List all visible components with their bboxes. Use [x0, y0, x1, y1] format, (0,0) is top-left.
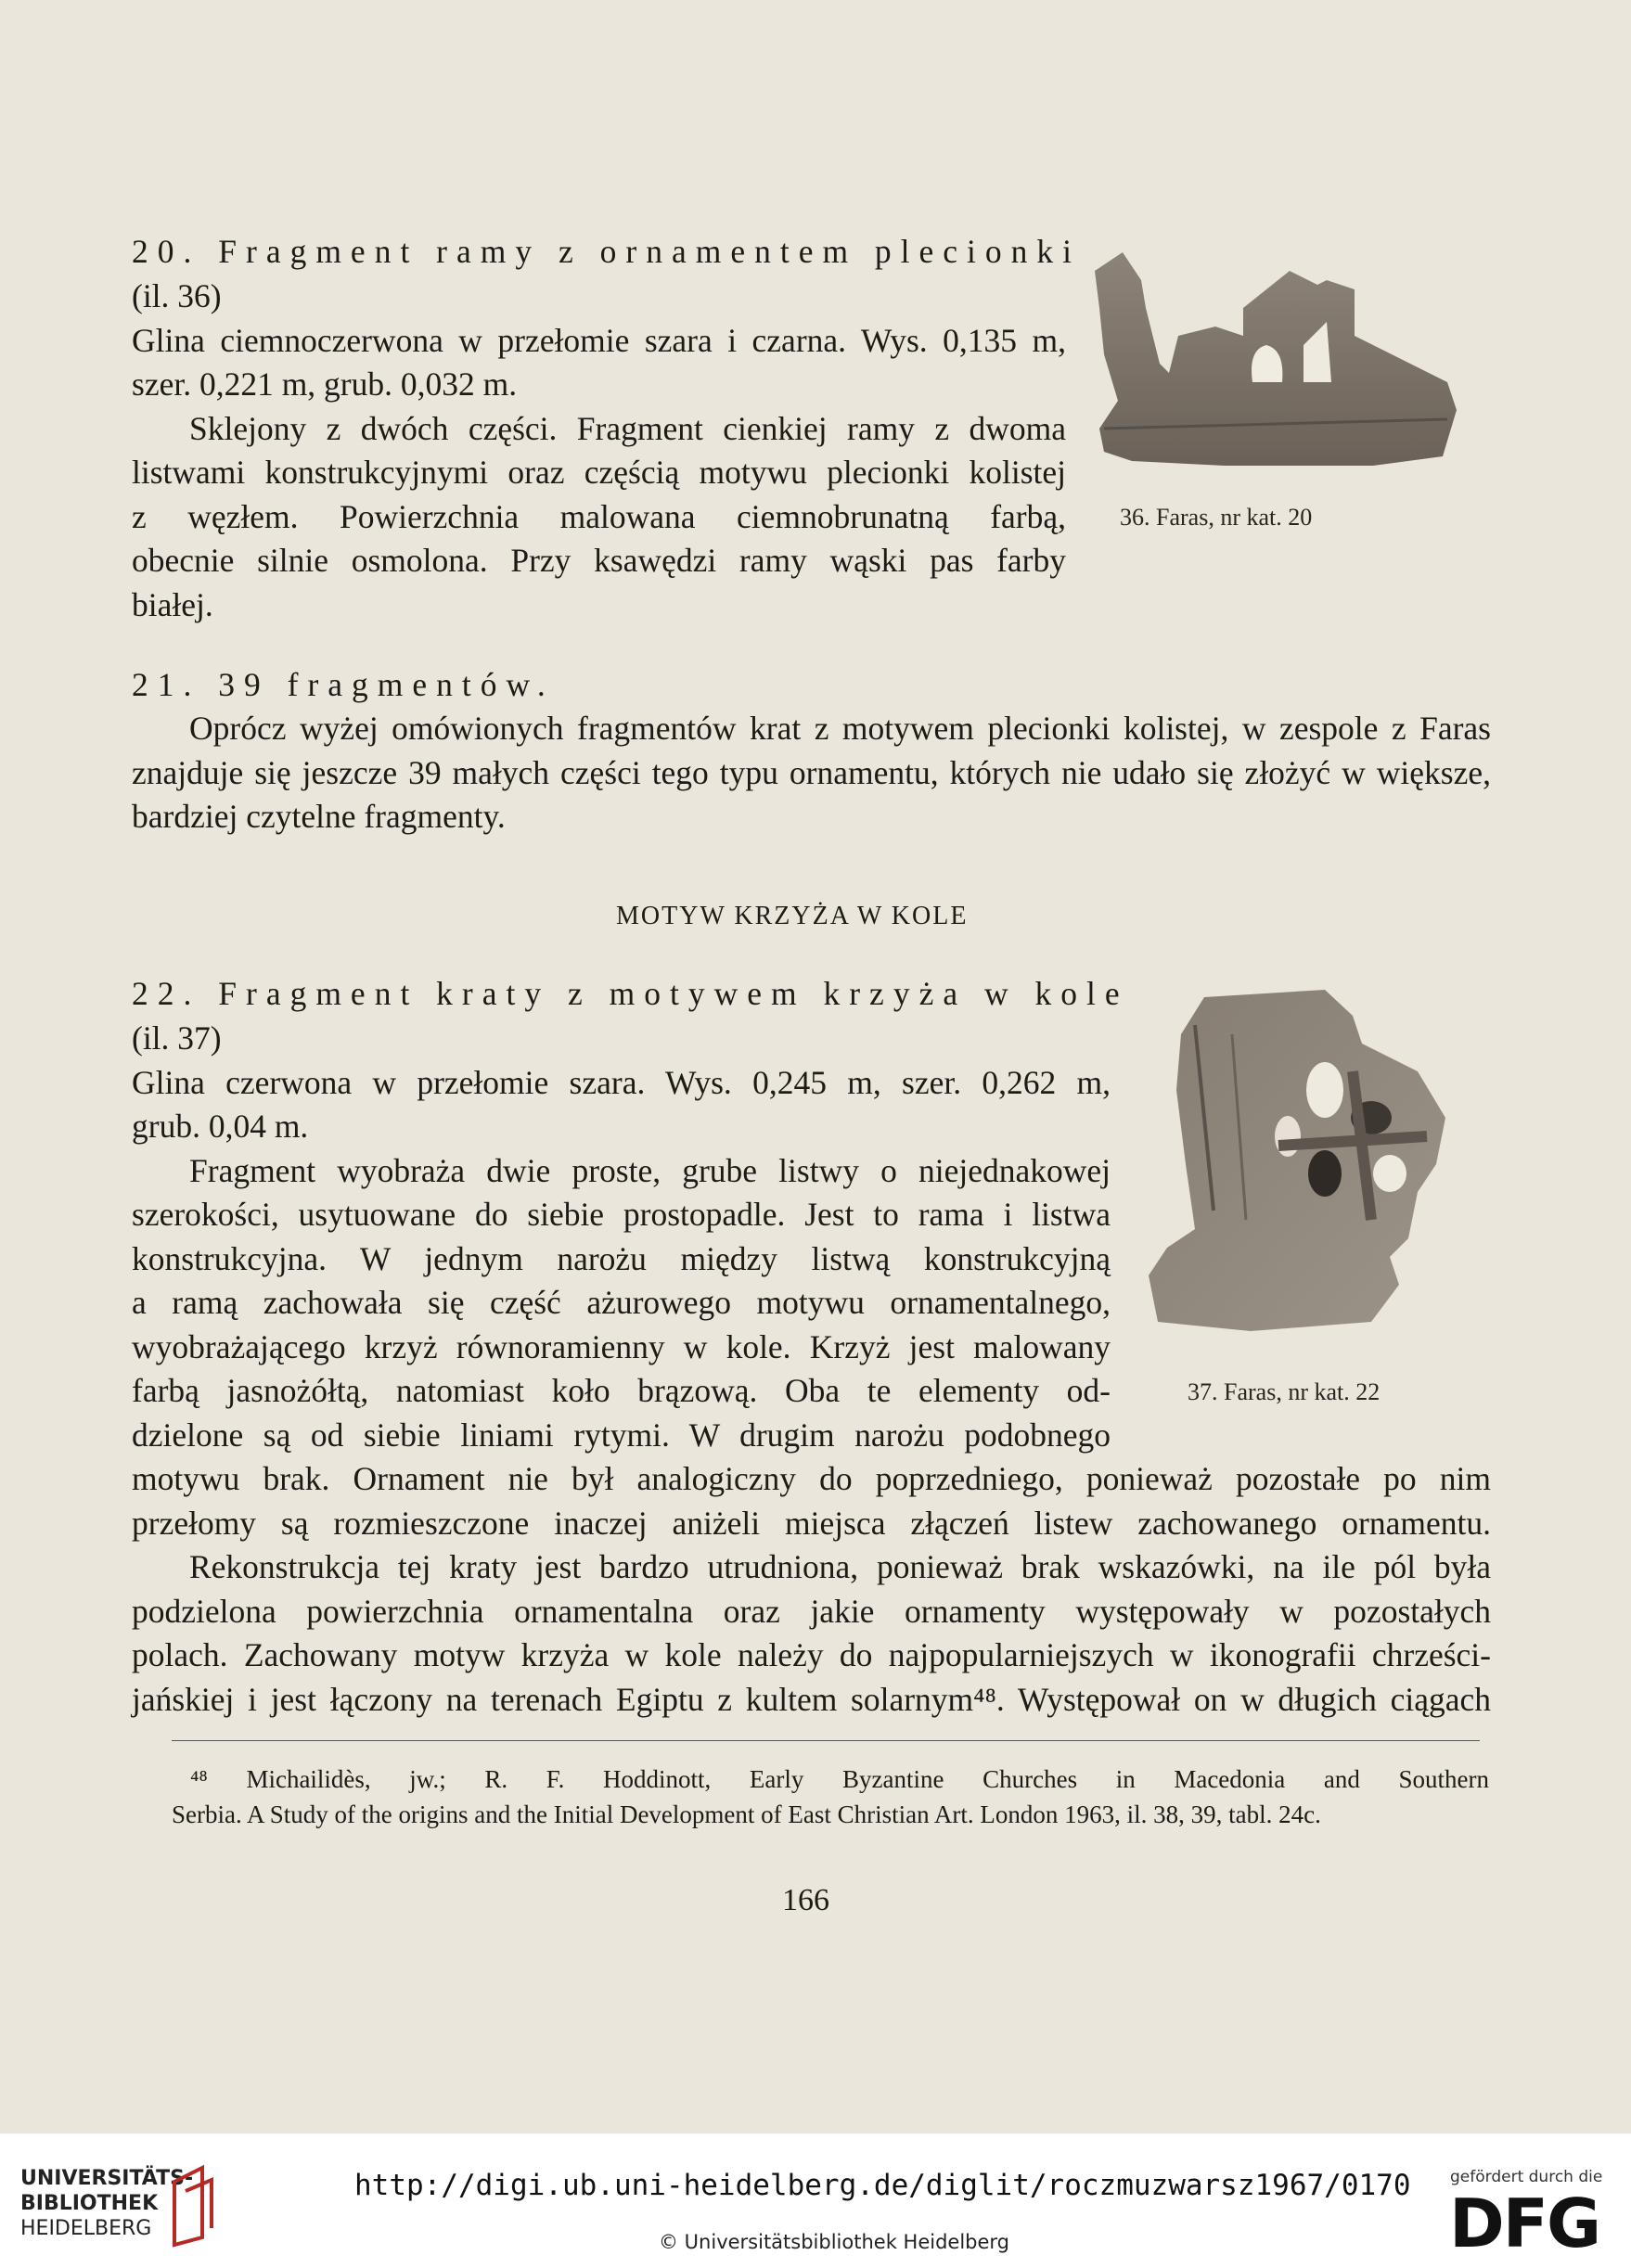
- text-line: wyobrażającego krzyż równoramienny w kole. Krzyż jest malowany: [132, 1327, 1111, 1365]
- text-line: szerokości, usytuowane do siebie prostopadle. Jest to rama i listwa: [132, 1196, 1111, 1233]
- text-line: konstrukcyjna. W jednym narożu między listwą konstrukcyjną: [132, 1239, 1111, 1277]
- entry-20-heading: 20. Fragment ramy z ornamentem plecionki: [132, 233, 1082, 270]
- text-line: z węzłem. Powierzchnia malowana ciemnobrunatną farbą,: [132, 497, 1066, 535]
- text-line: Glina ciemnoczerwona w przełomie szara i czarna. Wys. 0,135 m,: [132, 321, 1066, 359]
- library-name-line-1: UNIVERSITÄTS-: [20, 2167, 194, 2190]
- text-line: białej.: [132, 585, 213, 623]
- footnote-divider: [172, 1740, 1480, 1741]
- text-line: jańskiej i jest łączony na terenach Egiptu z kultem solarnym⁴⁸. Występował on w długich ciągach: [132, 1680, 1491, 1718]
- text-line: (il. 37): [132, 1019, 222, 1057]
- text-line: szer. 0,221 m, grub. 0,032 m.: [132, 365, 518, 403]
- text-line: podzielona powierzchnia ornamentalna oraz jakie ornamenty występowały w pozostałych: [132, 1592, 1491, 1630]
- library-name-line-3: HEIDELBERG: [20, 2217, 152, 2240]
- text-line: przełomy są rozmieszczone inaczej aniżeli miejsca złączeń listew zachowanego ornamentu.: [132, 1504, 1491, 1542]
- text-line: a ramą zachowała się część ażurowego motywu ornamentalnego,: [132, 1284, 1111, 1321]
- text-line: polach. Zachowany motyw krzyża w kole należy do najpopularniejszych w ikonografii chrześci-: [132, 1636, 1491, 1673]
- text-line: Fragment wyobraża dwie proste, grube listwy o niejednakowej: [189, 1151, 1111, 1189]
- library-emblem-icon: [165, 2163, 223, 2249]
- text-line: znajduje się jeszcze 39 małych części tego typu ornamentu, których nie udało się złożyć w większe,: [132, 753, 1491, 791]
- text-line: Oprócz wyżej omówionych fragmentów krat z motywem plecionki kolistej, w zespole z Faras: [189, 710, 1491, 747]
- figure-37-image: [1139, 979, 1473, 1345]
- entry-22-heading: 22. Fragment kraty z motywem krzyża w kole: [132, 975, 1129, 1012]
- page-number: 166: [782, 1883, 829, 1917]
- permalink-url[interactable]: http://digi.ub.uni-heidelberg.de/diglit/roczmuzwarsz1967/0170: [354, 2169, 1411, 2202]
- text-line: Sklejony z dwóch części. Fragment cienkiej ramy z dwoma: [189, 409, 1066, 447]
- text-line: Rekonstrukcja tej kraty jest bardzo utrudniona, ponieważ brak wskazówki, na ile pól była: [189, 1548, 1491, 1585]
- footnote-line-1: ⁴⁸ Michailidès, jw.; R. F. Hoddinott, Early Byzantine Churches in Macedonia and Southern: [190, 1765, 1489, 1793]
- section-heading: MOTYW KRZYŻA W KOLE: [616, 902, 969, 930]
- text-line: Glina czerwona w przełomie szara. Wys. 0,245 m, szer. 0,262 m,: [132, 1063, 1111, 1101]
- library-name-line-2: BIBLIOTHEK: [20, 2192, 159, 2215]
- text-line: listwami konstrukcyjnymi oraz częścią motywu plecionki kolistej: [132, 454, 1066, 491]
- text-line: dzielone są od siebie liniami rytymi. W drugim narożu podobnego: [132, 1416, 1111, 1454]
- text-line: (il. 36): [132, 277, 222, 314]
- text-line: obecnie silnie osmolona. Przy ksawędzi ramy wąski pas farby: [132, 542, 1066, 579]
- entry-21-heading: 21. 39 fragmentów.: [132, 666, 555, 703]
- text-line: grub. 0,04 m.: [132, 1108, 309, 1145]
- text-line: farbą jasnożółtą, natomiast koło brązową. Oba te elementy od-: [132, 1372, 1111, 1409]
- text-line: motywu brak. Ornament nie był analogiczny do poprzedniego, ponieważ pozostałe po nim: [132, 1460, 1491, 1497]
- copyright-text: © Universitätsbibliothek Heidelberg: [659, 2231, 1010, 2253]
- text-line: bardziej czytelne fragmenty.: [132, 798, 506, 835]
- figure-37-caption: 37. Faras, nr kat. 22: [1188, 1378, 1381, 1405]
- footnote-line-2: Serbia. A Study of the origins and the Initial Development of East Christian Art. London 1963, il. 38, 39, tabl. 24c.: [172, 1800, 1321, 1828]
- figure-36-image: [1076, 243, 1466, 475]
- dfg-logo[interactable]: DFG: [1449, 2185, 1600, 2262]
- funded-by-text: gefördert durch die: [1450, 2168, 1603, 2186]
- figure-36-caption: 36. Faras, nr kat. 20: [1120, 504, 1313, 531]
